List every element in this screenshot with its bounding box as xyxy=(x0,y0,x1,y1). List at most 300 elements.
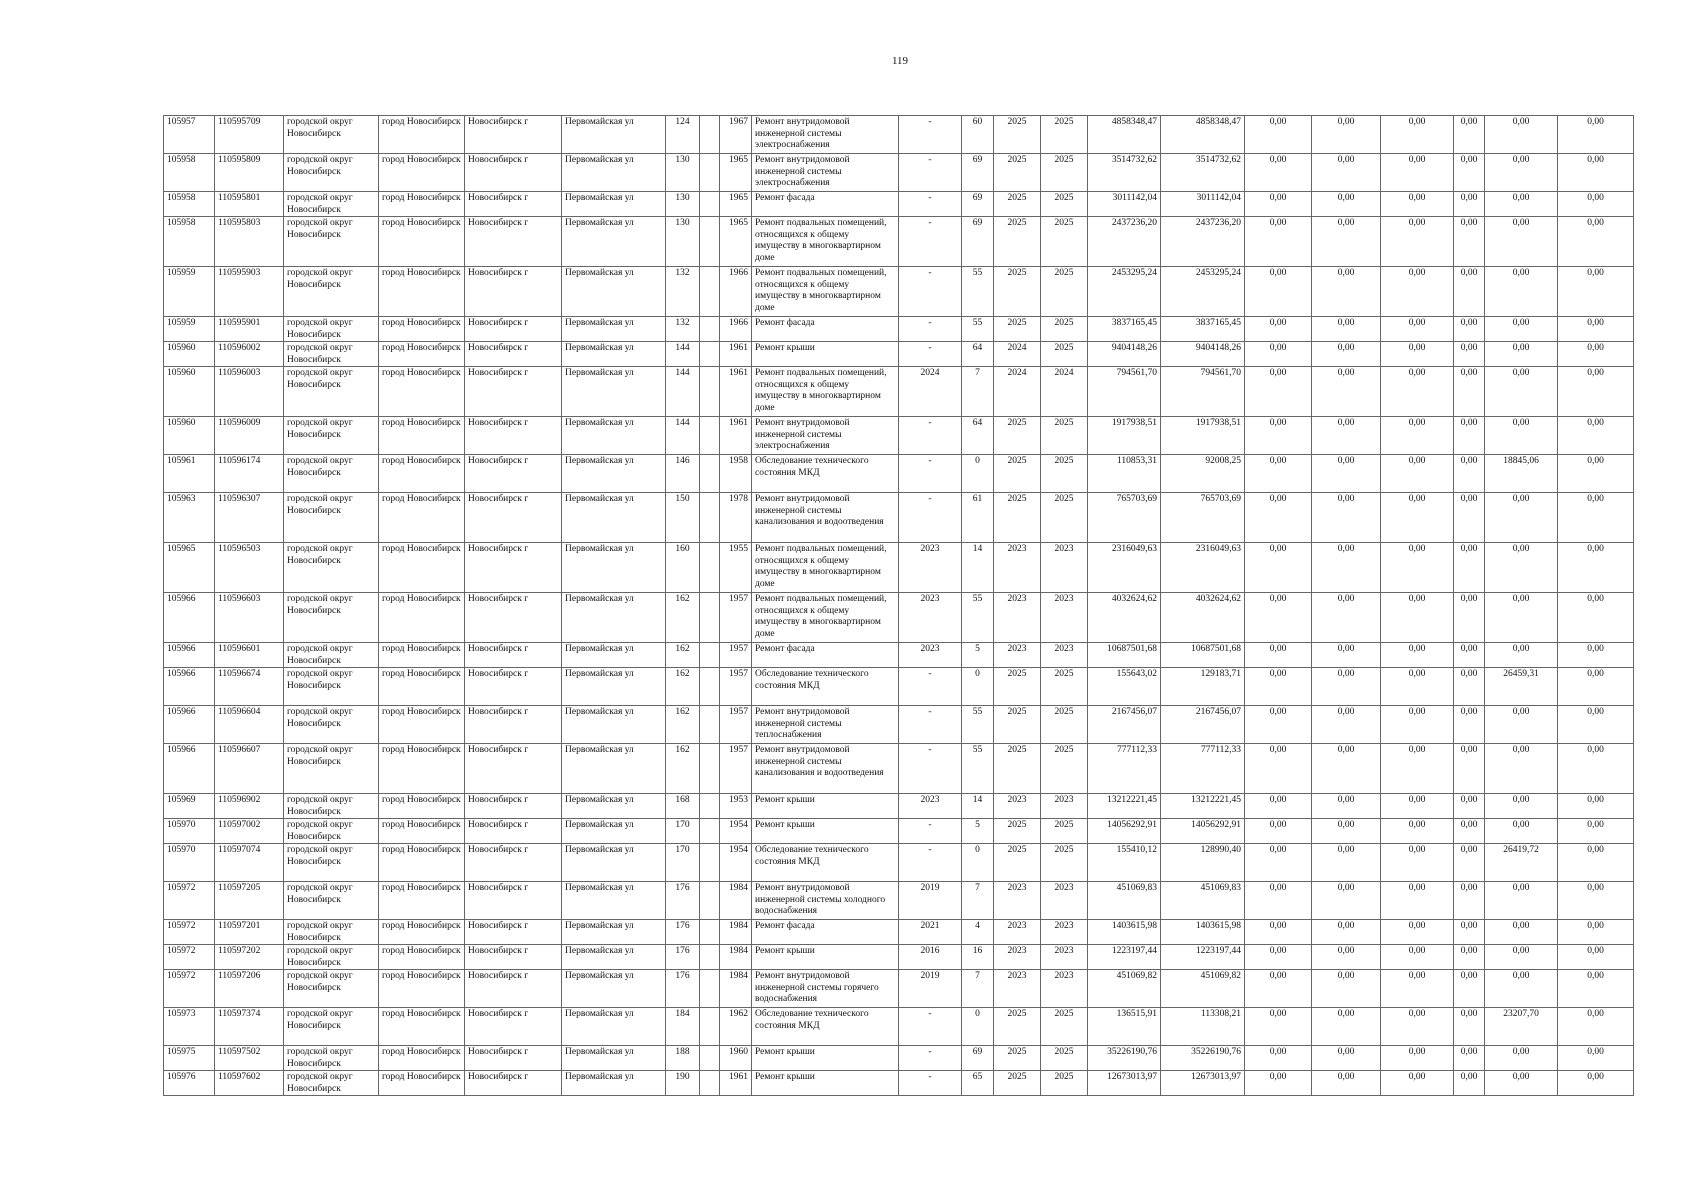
cell-fund: 9404148,26 xyxy=(1161,342,1245,367)
cell-house: 188 xyxy=(666,1046,700,1071)
table-row xyxy=(164,844,1634,882)
cell-city: Новосибирск г xyxy=(465,1071,562,1096)
cell-s3: 0,00 xyxy=(1381,267,1454,317)
cell-s6: 0,00 xyxy=(1558,1071,1634,1096)
cell-house: 144 xyxy=(666,417,700,455)
cell-gorod: город Новосибирск xyxy=(379,668,465,706)
cell-plan_start: 2025 xyxy=(994,417,1041,455)
cell-empty xyxy=(700,543,720,593)
cell-fund: 1917938,51 xyxy=(1161,417,1245,455)
cell-work: Ремонт крыши xyxy=(752,945,899,970)
cell-s2: 0,00 xyxy=(1312,1008,1381,1046)
cell-s3: 0,00 xyxy=(1381,593,1454,643)
cell-house: 176 xyxy=(666,945,700,970)
cell-plan_end: 2025 xyxy=(1041,267,1088,317)
cell-year: 1966 xyxy=(720,317,752,342)
cell-id: 105975 xyxy=(164,1046,215,1071)
cell-okrug: городской округ Новосибирск xyxy=(284,794,379,819)
cell-city: Новосибирск г xyxy=(465,945,562,970)
cell-house: 176 xyxy=(666,882,700,920)
cell-s4: 0,00 xyxy=(1454,1008,1485,1046)
cell-s3: 0,00 xyxy=(1381,668,1454,706)
cell-year: 1984 xyxy=(720,920,752,945)
cell-id: 105966 xyxy=(164,643,215,668)
cell-fund: 3837165,45 xyxy=(1161,317,1245,342)
cell-city: Новосибирск г xyxy=(465,192,562,217)
cell-s3: 0,00 xyxy=(1381,744,1454,794)
cell-prev_year: - xyxy=(899,417,962,455)
cell-s1: 0,00 xyxy=(1245,593,1312,643)
cell-code: 110596307 xyxy=(215,493,284,543)
cell-s1: 0,00 xyxy=(1245,493,1312,543)
cell-plan_start: 2025 xyxy=(994,317,1041,342)
cell-s2: 0,00 xyxy=(1312,882,1381,920)
cell-street: Первомайская ул xyxy=(562,1008,666,1046)
cell-prev_year: 2021 xyxy=(899,920,962,945)
cell-s3: 0,00 xyxy=(1381,493,1454,543)
cell-s3: 0,00 xyxy=(1381,882,1454,920)
cell-work: Ремонт подвальных помещений, относящихся к общему имуществу в многоквартирном доме xyxy=(752,543,899,593)
cell-okrug: городской округ Новосибирск xyxy=(284,116,379,154)
cell-work: Ремонт фасада xyxy=(752,920,899,945)
cell-fund: 3514732,62 xyxy=(1161,154,1245,192)
cell-fund: 13212221,45 xyxy=(1161,794,1245,819)
cell-id: 105972 xyxy=(164,945,215,970)
cell-s3: 0,00 xyxy=(1381,794,1454,819)
cell-plan_start: 2023 xyxy=(994,794,1041,819)
cell-s2: 0,00 xyxy=(1312,1071,1381,1096)
cell-wear: 64 xyxy=(962,417,994,455)
cell-plan_start: 2025 xyxy=(994,455,1041,493)
table-row xyxy=(164,1008,1634,1046)
cell-s2: 0,00 xyxy=(1312,116,1381,154)
cell-s4: 0,00 xyxy=(1454,317,1485,342)
cell-total: 155410,12 xyxy=(1088,844,1161,882)
cell-street: Первомайская ул xyxy=(562,267,666,317)
cell-city: Новосибирск г xyxy=(465,744,562,794)
cell-street: Первомайская ул xyxy=(562,706,666,744)
cell-s4: 0,00 xyxy=(1454,1046,1485,1071)
cell-work: Ремонт внутридомовой инженерной системы холодного водоснабжения xyxy=(752,882,899,920)
cell-s4: 0,00 xyxy=(1454,267,1485,317)
cell-wear: 69 xyxy=(962,154,994,192)
cell-street: Первомайская ул xyxy=(562,1046,666,1071)
cell-city: Новосибирск г xyxy=(465,844,562,882)
cell-prev_year: - xyxy=(899,154,962,192)
cell-year: 1957 xyxy=(720,744,752,794)
cell-total: 4858348,47 xyxy=(1088,116,1161,154)
cell-total: 13212221,45 xyxy=(1088,794,1161,819)
cell-code: 110597074 xyxy=(215,844,284,882)
cell-s5: 26459,31 xyxy=(1485,668,1558,706)
cell-plan_end: 2025 xyxy=(1041,844,1088,882)
cell-house: 170 xyxy=(666,844,700,882)
cell-s3: 0,00 xyxy=(1381,970,1454,1008)
cell-house: 190 xyxy=(666,1071,700,1096)
cell-gorod: город Новосибирск xyxy=(379,317,465,342)
cell-id: 105966 xyxy=(164,593,215,643)
cell-total: 9404148,26 xyxy=(1088,342,1161,367)
cell-code: 110596174 xyxy=(215,455,284,493)
cell-s6: 0,00 xyxy=(1558,794,1634,819)
cell-code: 110595901 xyxy=(215,317,284,342)
cell-empty xyxy=(700,643,720,668)
cell-gorod: город Новосибирск xyxy=(379,882,465,920)
cell-s6: 0,00 xyxy=(1558,367,1634,417)
cell-id: 105972 xyxy=(164,920,215,945)
cell-plan_start: 2023 xyxy=(994,543,1041,593)
cell-city: Новосибирск г xyxy=(465,317,562,342)
cell-code: 110597201 xyxy=(215,920,284,945)
cell-plan_end: 2025 xyxy=(1041,342,1088,367)
cell-empty xyxy=(700,493,720,543)
cell-prev_year: - xyxy=(899,267,962,317)
cell-s2: 0,00 xyxy=(1312,593,1381,643)
cell-wear: 55 xyxy=(962,317,994,342)
cell-code: 110595709 xyxy=(215,116,284,154)
cell-total: 10687501,68 xyxy=(1088,643,1161,668)
cell-total: 136515,91 xyxy=(1088,1008,1161,1046)
cell-s6: 0,00 xyxy=(1558,920,1634,945)
cell-prev_year: - xyxy=(899,217,962,267)
cell-street: Первомайская ул xyxy=(562,920,666,945)
cell-wear: 4 xyxy=(962,920,994,945)
cell-city: Новосибирск г xyxy=(465,668,562,706)
cell-s1: 0,00 xyxy=(1245,342,1312,367)
table-row xyxy=(164,744,1634,794)
cell-empty xyxy=(700,744,720,794)
cell-city: Новосибирск г xyxy=(465,970,562,1008)
cell-gorod: город Новосибирск xyxy=(379,417,465,455)
cell-house: 162 xyxy=(666,668,700,706)
cell-id: 105969 xyxy=(164,794,215,819)
cell-s3: 0,00 xyxy=(1381,1071,1454,1096)
cell-s5: 0,00 xyxy=(1485,970,1558,1008)
cell-plan_end: 2025 xyxy=(1041,417,1088,455)
cell-plan_end: 2025 xyxy=(1041,192,1088,217)
table-row xyxy=(164,154,1634,192)
cell-total: 777112,33 xyxy=(1088,744,1161,794)
cell-work: Обследование технического состояния МКД xyxy=(752,668,899,706)
cell-gorod: город Новосибирск xyxy=(379,455,465,493)
cell-s2: 0,00 xyxy=(1312,844,1381,882)
cell-okrug: городской округ Новосибирск xyxy=(284,317,379,342)
cell-prev_year: - xyxy=(899,317,962,342)
cell-s4: 0,00 xyxy=(1454,543,1485,593)
cell-city: Новосибирск г xyxy=(465,706,562,744)
cell-street: Первомайская ул xyxy=(562,317,666,342)
cell-prev_year: 2019 xyxy=(899,882,962,920)
cell-s1: 0,00 xyxy=(1245,819,1312,844)
cell-code: 110595803 xyxy=(215,217,284,267)
cell-work: Ремонт крыши xyxy=(752,342,899,367)
cell-s1: 0,00 xyxy=(1245,643,1312,668)
cell-okrug: городской округ Новосибирск xyxy=(284,1046,379,1071)
cell-year: 1965 xyxy=(720,154,752,192)
cell-gorod: город Новосибирск xyxy=(379,543,465,593)
cell-prev_year: - xyxy=(899,844,962,882)
cell-total: 2437236,20 xyxy=(1088,217,1161,267)
cell-year: 1966 xyxy=(720,267,752,317)
cell-street: Первомайская ул xyxy=(562,643,666,668)
cell-id: 105970 xyxy=(164,844,215,882)
cell-s2: 0,00 xyxy=(1312,819,1381,844)
cell-empty xyxy=(700,217,720,267)
cell-code: 110595903 xyxy=(215,267,284,317)
cell-work: Ремонт внутридомовой инженерной системы электроснабжения xyxy=(752,417,899,455)
cell-wear: 5 xyxy=(962,643,994,668)
cell-plan_start: 2025 xyxy=(994,706,1041,744)
cell-s4: 0,00 xyxy=(1454,367,1485,417)
cell-s1: 0,00 xyxy=(1245,882,1312,920)
table-row xyxy=(164,217,1634,267)
cell-plan_start: 2023 xyxy=(994,945,1041,970)
cell-s4: 0,00 xyxy=(1454,882,1485,920)
cell-gorod: город Новосибирск xyxy=(379,367,465,417)
cell-year: 1954 xyxy=(720,844,752,882)
cell-s2: 0,00 xyxy=(1312,154,1381,192)
cell-street: Первомайская ул xyxy=(562,455,666,493)
cell-plan_start: 2025 xyxy=(994,154,1041,192)
cell-plan_end: 2023 xyxy=(1041,593,1088,643)
cell-code: 110595801 xyxy=(215,192,284,217)
cell-s6: 0,00 xyxy=(1558,217,1634,267)
cell-total: 4032624,62 xyxy=(1088,593,1161,643)
cell-street: Первомайская ул xyxy=(562,1071,666,1096)
cell-work: Обследование технического состояния МКД xyxy=(752,455,899,493)
cell-s6: 0,00 xyxy=(1558,970,1634,1008)
cell-wear: 7 xyxy=(962,882,994,920)
cell-house: 160 xyxy=(666,543,700,593)
cell-wear: 0 xyxy=(962,455,994,493)
cell-s3: 0,00 xyxy=(1381,920,1454,945)
cell-plan_start: 2025 xyxy=(994,1008,1041,1046)
cell-okrug: городской округ Новосибирск xyxy=(284,882,379,920)
cell-work: Ремонт подвальных помещений, относящихся к общему имуществу в многоквартирном доме xyxy=(752,267,899,317)
cell-house: 130 xyxy=(666,192,700,217)
cell-plan_start: 2025 xyxy=(994,192,1041,217)
cell-s6: 0,00 xyxy=(1558,593,1634,643)
table-row xyxy=(164,819,1634,844)
cell-house: 130 xyxy=(666,217,700,267)
cell-plan_end: 2025 xyxy=(1041,455,1088,493)
cell-wear: 16 xyxy=(962,945,994,970)
cell-house: 132 xyxy=(666,317,700,342)
cell-s4: 0,00 xyxy=(1454,643,1485,668)
table-body xyxy=(164,116,1634,1096)
cell-s6: 0,00 xyxy=(1558,267,1634,317)
cell-street: Первомайская ул xyxy=(562,819,666,844)
cell-street: Первомайская ул xyxy=(562,417,666,455)
cell-plan_start: 2025 xyxy=(994,1046,1041,1071)
table-row xyxy=(164,192,1634,217)
capital-repair-table xyxy=(163,115,1634,1096)
cell-code: 110597205 xyxy=(215,882,284,920)
cell-plan_end: 2023 xyxy=(1041,543,1088,593)
cell-house: 162 xyxy=(666,744,700,794)
cell-plan_end: 2023 xyxy=(1041,882,1088,920)
cell-s3: 0,00 xyxy=(1381,192,1454,217)
cell-empty xyxy=(700,1046,720,1071)
cell-fund: 794561,70 xyxy=(1161,367,1245,417)
cell-wear: 69 xyxy=(962,192,994,217)
cell-gorod: город Новосибирск xyxy=(379,1071,465,1096)
cell-code: 110597502 xyxy=(215,1046,284,1071)
cell-year: 1978 xyxy=(720,493,752,543)
cell-gorod: город Новосибирск xyxy=(379,945,465,970)
cell-okrug: городской округ Новосибирск xyxy=(284,920,379,945)
cell-fund: 2167456,07 xyxy=(1161,706,1245,744)
cell-okrug: городской округ Новосибирск xyxy=(284,1008,379,1046)
cell-gorod: город Новосибирск xyxy=(379,643,465,668)
cell-id: 105960 xyxy=(164,367,215,417)
cell-plan_start: 2025 xyxy=(994,267,1041,317)
cell-id: 105966 xyxy=(164,668,215,706)
cell-house: 144 xyxy=(666,342,700,367)
cell-work: Ремонт крыши xyxy=(752,1046,899,1071)
cell-wear: 5 xyxy=(962,819,994,844)
cell-plan_end: 2025 xyxy=(1041,1071,1088,1096)
cell-empty xyxy=(700,267,720,317)
cell-id: 105972 xyxy=(164,882,215,920)
cell-s1: 0,00 xyxy=(1245,116,1312,154)
cell-street: Первомайская ул xyxy=(562,367,666,417)
cell-work: Ремонт внутридомовой инженерной системы электроснабжения xyxy=(752,116,899,154)
cell-id: 105958 xyxy=(164,154,215,192)
cell-street: Первомайская ул xyxy=(562,945,666,970)
cell-okrug: городской округ Новосибирск xyxy=(284,367,379,417)
cell-empty xyxy=(700,317,720,342)
cell-s3: 0,00 xyxy=(1381,455,1454,493)
cell-code: 110596002 xyxy=(215,342,284,367)
cell-gorod: город Новосибирск xyxy=(379,217,465,267)
cell-house: 162 xyxy=(666,706,700,744)
cell-id: 105959 xyxy=(164,267,215,317)
cell-house: 170 xyxy=(666,819,700,844)
cell-s1: 0,00 xyxy=(1245,706,1312,744)
cell-prev_year: - xyxy=(899,342,962,367)
cell-s2: 0,00 xyxy=(1312,668,1381,706)
cell-okrug: городской округ Новосибирск xyxy=(284,1071,379,1096)
cell-street: Первомайская ул xyxy=(562,217,666,267)
cell-work: Ремонт внутридомовой инженерной системы канализования и водоотведения xyxy=(752,493,899,543)
cell-s1: 0,00 xyxy=(1245,920,1312,945)
cell-id: 105966 xyxy=(164,706,215,744)
cell-empty xyxy=(700,706,720,744)
cell-s3: 0,00 xyxy=(1381,643,1454,668)
cell-s6: 0,00 xyxy=(1558,455,1634,493)
cell-house: 176 xyxy=(666,920,700,945)
cell-fund: 765703,69 xyxy=(1161,493,1245,543)
cell-work: Ремонт внутридомовой инженерной системы горячего водоснабжения xyxy=(752,970,899,1008)
cell-okrug: городской округ Новосибирск xyxy=(284,643,379,668)
cell-work: Ремонт внутридомовой инженерной системы канализования и водоотведения xyxy=(752,744,899,794)
cell-s2: 0,00 xyxy=(1312,192,1381,217)
cell-s5: 0,00 xyxy=(1485,794,1558,819)
cell-fund: 1403615,98 xyxy=(1161,920,1245,945)
cell-gorod: город Новосибирск xyxy=(379,116,465,154)
cell-okrug: городской округ Новосибирск xyxy=(284,154,379,192)
cell-year: 1965 xyxy=(720,192,752,217)
table-row xyxy=(164,493,1634,543)
cell-s3: 0,00 xyxy=(1381,154,1454,192)
cell-s2: 0,00 xyxy=(1312,794,1381,819)
cell-s5: 0,00 xyxy=(1485,593,1558,643)
cell-plan_end: 2025 xyxy=(1041,1046,1088,1071)
cell-prev_year: 2023 xyxy=(899,593,962,643)
cell-total: 110853,31 xyxy=(1088,455,1161,493)
cell-gorod: город Новосибирск xyxy=(379,1046,465,1071)
cell-wear: 65 xyxy=(962,1071,994,1096)
cell-s3: 0,00 xyxy=(1381,844,1454,882)
cell-street: Первомайская ул xyxy=(562,970,666,1008)
cell-wear: 69 xyxy=(962,1046,994,1071)
cell-id: 105960 xyxy=(164,417,215,455)
cell-s6: 0,00 xyxy=(1558,154,1634,192)
cell-prev_year: - xyxy=(899,706,962,744)
cell-okrug: городской округ Новосибирск xyxy=(284,844,379,882)
cell-street: Первомайская ул xyxy=(562,882,666,920)
cell-year: 1953 xyxy=(720,794,752,819)
cell-city: Новосибирск г xyxy=(465,920,562,945)
cell-s6: 0,00 xyxy=(1558,317,1634,342)
table-row xyxy=(164,920,1634,945)
cell-plan_end: 2025 xyxy=(1041,706,1088,744)
cell-street: Первомайская ул xyxy=(562,593,666,643)
cell-s1: 0,00 xyxy=(1245,317,1312,342)
table-row xyxy=(164,1046,1634,1071)
cell-s5: 0,00 xyxy=(1485,706,1558,744)
cell-plan_start: 2023 xyxy=(994,593,1041,643)
cell-id: 105958 xyxy=(164,192,215,217)
cell-s3: 0,00 xyxy=(1381,317,1454,342)
cell-total: 3837165,45 xyxy=(1088,317,1161,342)
cell-wear: 64 xyxy=(962,342,994,367)
cell-plan_end: 2025 xyxy=(1041,116,1088,154)
cell-empty xyxy=(700,116,720,154)
cell-prev_year: 2023 xyxy=(899,543,962,593)
cell-code: 110596009 xyxy=(215,417,284,455)
cell-empty xyxy=(700,920,720,945)
cell-wear: 7 xyxy=(962,970,994,1008)
cell-gorod: город Новосибирск xyxy=(379,794,465,819)
cell-s1: 0,00 xyxy=(1245,844,1312,882)
cell-plan_start: 2025 xyxy=(994,668,1041,706)
cell-plan_start: 2025 xyxy=(994,116,1041,154)
cell-wear: 61 xyxy=(962,493,994,543)
cell-city: Новосибирск г xyxy=(465,116,562,154)
cell-gorod: город Новосибирск xyxy=(379,154,465,192)
cell-code: 110596003 xyxy=(215,367,284,417)
cell-work: Ремонт крыши xyxy=(752,794,899,819)
cell-work: Обследование технического состояния МКД xyxy=(752,1008,899,1046)
cell-s1: 0,00 xyxy=(1245,267,1312,317)
cell-plan_end: 2025 xyxy=(1041,154,1088,192)
cell-city: Новосибирск г xyxy=(465,1046,562,1071)
cell-prev_year: 2023 xyxy=(899,643,962,668)
cell-work: Ремонт подвальных помещений, относящихся к общему имуществу в многоквартирном доме xyxy=(752,217,899,267)
cell-gorod: город Новосибирск xyxy=(379,819,465,844)
cell-city: Новосибирск г xyxy=(465,882,562,920)
cell-house: 162 xyxy=(666,643,700,668)
cell-plan_end: 2025 xyxy=(1041,668,1088,706)
cell-plan_end: 2023 xyxy=(1041,945,1088,970)
cell-year: 1958 xyxy=(720,455,752,493)
cell-empty xyxy=(700,1008,720,1046)
cell-s6: 0,00 xyxy=(1558,493,1634,543)
cell-city: Новосибирск г xyxy=(465,455,562,493)
cell-total: 1403615,98 xyxy=(1088,920,1161,945)
